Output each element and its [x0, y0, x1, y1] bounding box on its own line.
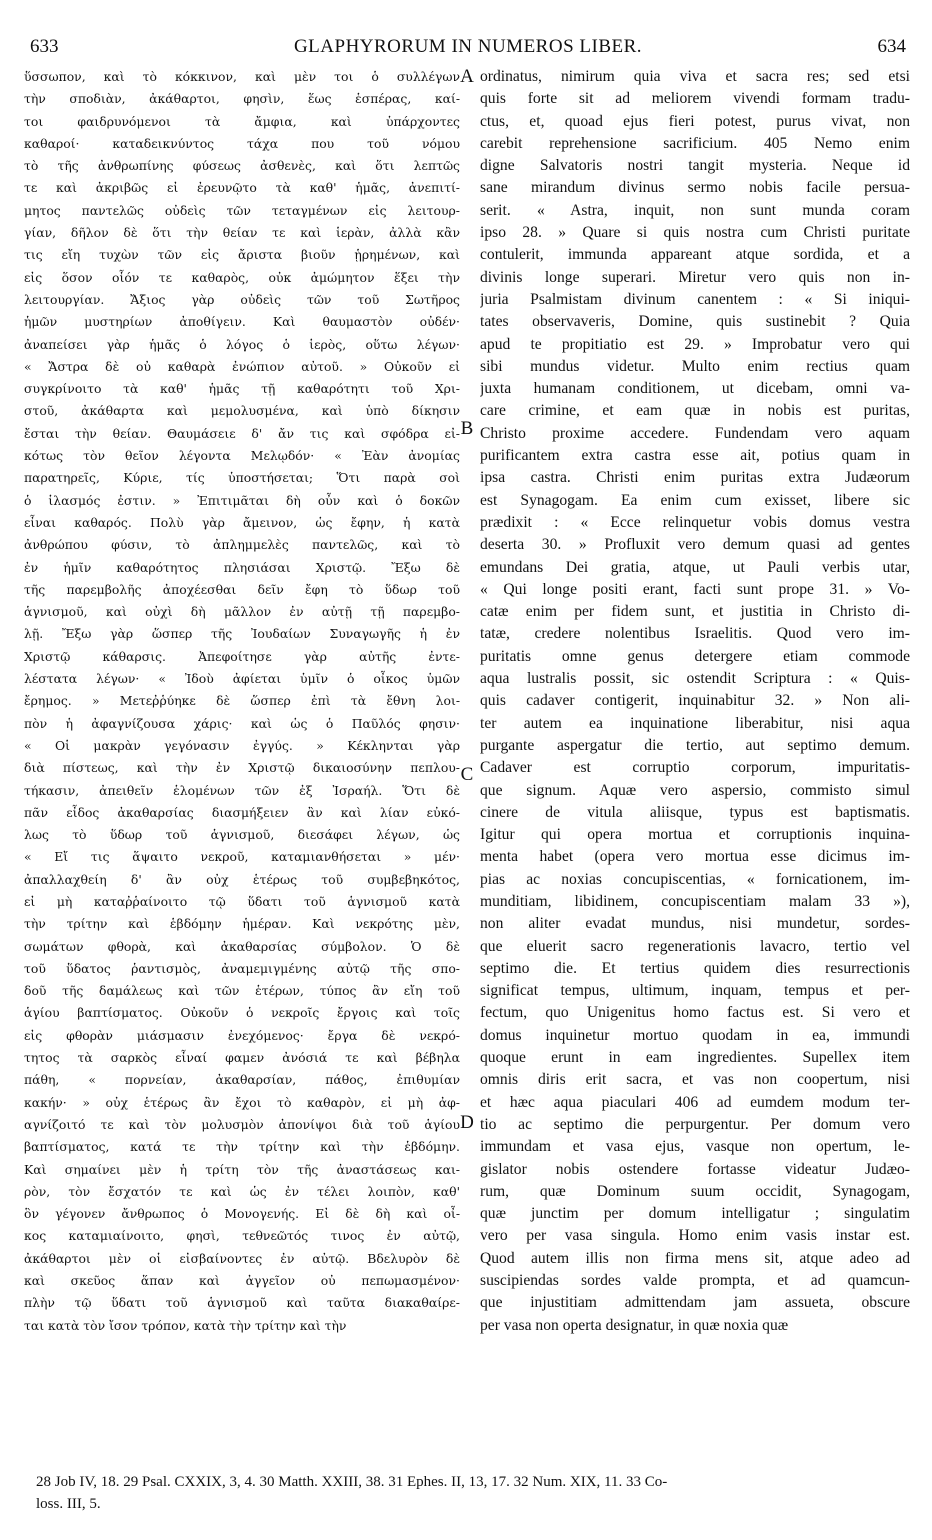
greek-text-line: τητος τὰ σαρκὸς εἶναί φαμεν ἀνόσιά τε καὶ βέβηλα [24, 1050, 460, 1066]
latin-text-line: ipso 28. » Quare si quis nostra cum Christi puritate [480, 224, 910, 242]
margin-marker-d: D [460, 1112, 474, 1133]
latin-text-line: suscipiendas sordes valde prompta, et ad quamcun- [480, 1272, 910, 1290]
greek-text-line: κακήν· » οὐχ ἑτέρως ἂν ἔχοι τὸ καθαρὸν, εἰ μὴ ἀφ- [24, 1094, 460, 1110]
latin-text-line: immundam et vasa ejus, vasque non opertum, le- [480, 1138, 910, 1156]
latin-text-line: est Synagogam. Ea enim cum exisset, libere sic [480, 491, 910, 509]
latin-text-line: ctus, et, quoad ejus fieri potest, purus vivat, non [480, 112, 910, 130]
running-title: GLAPHYRORUM IN NUMEROS LIBER. [293, 36, 643, 57]
greek-text-line: τὸ τῆς ἀνθρωπίνης φύσεως ἀσθενὲς, καὶ ὅτι λεπτῶς [24, 158, 460, 174]
latin-text-line: per vasa non operta designatur, in quæ noxia quæ [480, 1316, 789, 1334]
greek-text-line: πάθη, « πορνείαν, ἀκαθαρσίαν, πάθος, ἐπιθυμίαν [24, 1072, 460, 1088]
latin-text-line: contulerit, immunda appareant atque sordida, et a [480, 246, 910, 264]
latin-text-line: purificantem extra castra esse ait, potius quam in [480, 447, 910, 465]
greek-text-line: ἀναπείσει γὰρ ἡμᾶς ὁ λόγος ὁ ἱερὸς, οὕτω λέγων· [24, 336, 460, 352]
latin-text-line: menta habet (opera vero mortua esse dicimus im- [480, 848, 910, 866]
greek-text-line: ἀπαλλαχθείη δ' ἂν οὐχ ἑτέρως τοῦ συμβεβηκότος, [24, 871, 460, 887]
greek-text-line: ἔρημος. » Μετεῤῥύηκε δὲ ὥσπερ ἐπὶ τὰ ἔθνη λοι- [24, 693, 460, 709]
greek-text-line: λειτουργίαν. Ἄξιος γὰρ οὐδεὶς τῶν τοῦ Σωτῆρος [24, 291, 460, 307]
latin-text-line: quis cadaver contigerit, inquinabitur 32. » Non ali- [480, 692, 910, 710]
latin-text-line: deserta 30. » Profluxit vero demum quasi ad gentes [480, 536, 910, 554]
latin-text-line: cinere de vitula aliisque, typus est baptismatis. [480, 803, 910, 821]
greek-text-line: ἀνθρώπου φύσιν, τὸ ἀπλημμελὲς παντελῶς, καὶ τὸ [24, 537, 460, 553]
greek-text-line: καὶ σκεῦος ἅπαν καὶ ἀγγεῖον οὐ πεπωμασμένον· [24, 1273, 460, 1289]
greek-text-line: στοῦ, ἀκάθαρτα καὶ μεμολυσμένα, καὶ ὑπὸ δίκησιν [24, 403, 460, 419]
greek-text-line: « Εἴ τις ἅψαιτο νεκροῦ, καταμιανθήσεται » μέν· [24, 849, 460, 865]
greek-text-line: αγνίζοιτό τε καὶ τὸν μολυσμὸν ἀπονίψοι διὰ τοῦ ἁγίου [24, 1116, 460, 1132]
latin-text-line: que signum. Aquæ vero aspersio, commisto simul [480, 781, 910, 799]
latin-text-line: emundans Dei gratia, atque, ut Pauli verbis utar, [480, 558, 910, 576]
greek-text-line: μητος παντελῶς οὐδεὶς τῶν τεταγμένων εἰς λειτουρ- [24, 202, 460, 218]
greek-text-line: πᾶν εἶδος ἀκαθαρσίας διασμήξειεν ἂν καὶ λίαν εὐκό- [24, 804, 460, 820]
latin-text-line: gislator nobis ostendere fortasse videatur Judæo- [480, 1160, 910, 1178]
latin-text-line: domus inquinetur mortuo quodam in ea, immundi [480, 1026, 910, 1044]
greek-text-line: « Ἄστρα δὲ οὐ καθαρὰ ἐνώπιον αὐτοῦ. » Οὐκοῦν εἰ [24, 358, 460, 374]
greek-text-line: κος καταμιαίνοιτο, φησὶ, τεθνεῶτός τινος ἐν αὐτῷ, [24, 1228, 460, 1244]
latin-text-line: quæ junctim per domum intelligatur ; singulatim [480, 1205, 910, 1223]
page-number-right: 634 [877, 36, 906, 57]
latin-text-line: vero per vasa singula. Homo enim vasis instar est. [480, 1227, 910, 1245]
greek-text-line: ἁγίου βαπτίσματος. Οὐκοῦν ὁ νεκροῖς ἔργοις καὶ τοῖς [24, 1005, 460, 1021]
greek-text-line: δοῦ τῆς δαμάλεως καὶ τῶν ἑτέρων, τύπος ἂν εἴη τοῦ [24, 983, 460, 999]
latin-text-line: rum, quæ Dominum suum occidit, Synagogam, [480, 1182, 910, 1200]
latin-text-line: puritatis omne genus detergere etiam commode [480, 647, 910, 665]
greek-text-line: τοῦ ὕδατος ῥαντισμὸς, ἀναμεμιγμένης αὐτῷ τῆς σπο- [24, 960, 460, 976]
latin-text-line: serit. « Astra, inquit, non sunt munda coram [480, 201, 910, 219]
greek-text-line: ρὸν, τὸν ἔσχατόν τε καὶ ὡς ἐν τέλει λοιπὸν, καθ' [24, 1183, 460, 1199]
greek-text-line: τε καὶ ἀκριβῶς εἰ ἐρευνῷτο τὰ καθ' ἡμᾶς, ἀνεπιτί- [24, 180, 460, 196]
latin-text-line: quoque erunt in eam ingredientes. Supellex item [480, 1049, 910, 1067]
greek-text-line: γίαν, δῆλον δὲ ὅτι τὴν θείαν τε καὶ ἱερὰν, ἀλλὰ κἂν [24, 225, 460, 241]
greek-text-line: ἁγνισμοῦ, καὶ οὐχὶ δὴ μᾶλλον ἐν αὐτῇ τῇ παρεμβο- [24, 604, 460, 620]
greek-column [24, 66, 460, 1337]
greek-text-line: λῇ. Ἔξω γὰρ ὥσπερ τῆς Ἰουδαίων Συναγωγῆς ἡ ἐν [24, 626, 460, 642]
greek-text-line: πὸν ἡ ἀφαγνίζουσα χάρις· καὶ ὡς ὁ Παῦλός φησιν· [24, 715, 460, 731]
greek-text-line: Καὶ σημαίνει μὲν ἡ τρίτη τὸν τῆς ἀναστάσεως και- [24, 1161, 460, 1177]
greek-text-line: κότως τὸν θεῖον λέγοντα Μελῳδόν· « Ἐὰν ἀνομίας [24, 448, 460, 464]
greek-text-line: συγκρίνοιτο τὰ καθ' ἡμᾶς τῇ καθαρότητι τοῦ Χρι- [24, 381, 460, 397]
greek-text-line: ὕσσωπον, καὶ τὸ κόκκινον, καὶ μὲν τοι ὁ συλλέγων [24, 69, 460, 84]
greek-text-line: τὴν τρίτην καὶ ἑβδόμην ἡμέραν. Καὶ νεκρότης μὲν, [24, 916, 460, 932]
greek-text-line: « Οἱ μακρὰν γεγόνασιν ἐγγύς. » Κέκληνται γὰρ [24, 737, 460, 753]
greek-text-line: τοι φαιδρυνόμενοι τὰ ἄμφια, καὶ ὑπάρχοντες [24, 113, 460, 129]
latin-text-line: tio ac septimo die perpurgentur. Per domum vero [480, 1115, 910, 1133]
greek-text-line: εἰ μὴ καταῤῥαίνοιτο τῷ ὕδατι τοῦ ἁγνισμοῦ κατὰ [24, 893, 460, 909]
latin-text-line: aqua lustralis possit, sic ostendit Scriptura : « Quis- [480, 670, 910, 688]
footnote-line: loss. III, 5. [36, 1496, 101, 1512]
latin-text-line: fectum, quo Unigenitus homo factus est. Si vero et [480, 1004, 910, 1022]
latin-text-line: sibi mundus videtur. Multo enim rectius quam [480, 357, 910, 375]
greek-text-line: λέστατα λέγων· « Ἰδοὺ ἀφίεται ὑμῖν ὁ οἶκος ὑμῶν [24, 671, 460, 687]
margin-marker-c: C [460, 764, 474, 785]
greek-text-line: εἰς ὅσον οἷόν τε καθαρὸς, οὐκ ἀμώμητον ἕξει τὴν [24, 269, 460, 285]
greek-text-line: εἶναι καθαρός. Πολὺ γὰρ ἄμεινον, ὡς ἔφην, ἡ κατὰ [24, 514, 460, 530]
greek-text-line: ὁ ἱλασμός ἐστιν. » Ἐπιτιμᾶται δὴ οὖν καὶ ὁ δοκῶν [24, 492, 460, 508]
greek-text-line: διὰ πίστεως, καὶ τὴν ἐν Χριστῷ δικαιοσύνην πεπλου- [24, 760, 460, 776]
latin-text-line: digne Salvatoris nostri tangit mysteria. Neque id [480, 157, 910, 175]
latin-text-line: quis forte sit ad meliorem vivendi formam tradu- [480, 90, 910, 108]
greek-text-line: ται κατὰ τὸν ἴσον τρόπον, κατὰ τὴν τρίτην καὶ τὴν [24, 1317, 347, 1333]
latin-text-line: ipsa castra. Christi enim puritas extra Judæorum [480, 469, 910, 487]
latin-text-line: « Qui longe positi erant, facti sunt prope 31. » Vo- [480, 580, 910, 598]
latin-text-line: non aliter evadat mundus, nisi mundetur, sordes- [480, 915, 910, 933]
latin-text-line: ordinatus, nimirum quia viva et sacra res; sed etsi [480, 68, 910, 85]
latin-text-line: prædixit : « Ecce relinquetur vobis domus vestra [480, 513, 910, 531]
latin-text-line: care crimine, et eam quæ in nobis est puritas, [480, 402, 910, 420]
latin-text-line: que eluerit sacro regenerationis lavacro, tertio vel [480, 937, 910, 955]
margin-marker-b: B [460, 418, 474, 439]
latin-text-line: pias ac noxias concupiscentias, « fornicationem, im- [480, 870, 910, 888]
greek-text-line: λως τὸ ὕδωρ τοῦ ἁγνισμοῦ, διεσάφει λέγων, ὡς [24, 827, 460, 843]
greek-text-line: σωμάτων φθορὰ, καὶ ἀκαθαρσίας σύμβολον. Ὁ δὲ [24, 938, 460, 954]
latin-text-line: que injustitiam admittendam jam assueta, obscure [480, 1294, 910, 1312]
latin-text-line: ter autem ea inquinatione liberabitur, nisi aqua [480, 714, 910, 732]
greek-text-line: εἰς φθορὰν μιάσμασιν ἐνεχόμενος· ἔργα δὲ νεκρό- [24, 1027, 460, 1043]
latin-text-line: Igitur qui opera mortua et corruptionis inquina- [480, 826, 910, 844]
latin-text-line: tatæ, credere nolentibus Israelitis. Quod vero im- [480, 625, 910, 643]
greek-text-line: καθαροί· καταδεικνύντος τάχα που τοῦ νόμου [24, 135, 460, 151]
latin-text-line: significat tempus, ultimum, inquam, tempus et per- [480, 982, 910, 1000]
greek-text-line: ἡμῶν μυστηρίων ἀποθίγειν. Καὶ θαυμαστὸν οὐδέν· [24, 314, 460, 330]
latin-text-line: Christo proxime accedere. Fundendam vero aquam [480, 424, 910, 442]
latin-text-line: tates observaveris, Domine, quis sustinebit ? Quia [480, 313, 910, 331]
greek-text-line: ἀκάθαρτοι μὲν οἱ εἰσβαίνοντες ἐν αὐτῷ. Βδελυρὸν δὲ [24, 1250, 460, 1266]
latin-text-line: sane mirandum divinus sermo nobis facile persua- [480, 179, 910, 197]
latin-text-line: Quod autem illis non firma mens sit, atque adeo ad [480, 1249, 910, 1267]
latin-text-line: divinis longe superari. Miretur vero quis non in- [480, 268, 910, 286]
greek-text-line: παρατηρεῖς, Κύριε, τίς ὑποστήσεται; Ὅτι παρὰ σοὶ [24, 470, 460, 486]
greek-text-line: τις εἴη τυχὼν τῶν εἰς ἄριστα βιοῦν ᾑρημένων, καὶ [24, 247, 460, 263]
page-number-left: 633 [30, 36, 59, 57]
greek-text-line: Χριστῷ κάθαρσις. Ἀπεφοίτησε γὰρ αὐτῆς ἐντε- [24, 648, 460, 664]
latin-text-line: carebit reprehensione sacrificium. 405 Nemo enim [480, 134, 910, 152]
greek-text-line: ὃν γέγονεν ἄνθρωπος ὁ Μονογενής. Εἰ δὲ δὴ καὶ οἶ- [24, 1206, 460, 1222]
latin-text-line: omnis diris erit sacra, et vas non coopertum, nisi [480, 1071, 910, 1089]
greek-text-line: ἔσται τὴν θείαν. Θαυμάσειε δ' ἄν τις καὶ σφόδρα εἰ- [24, 425, 460, 441]
greek-text-line: ἐν ἡμῖν καθαρότητος πλησιάσαι Χριστῷ. Ἔξω δὲ [24, 559, 460, 575]
greek-text-line: τήκασιν, ἀπειθεῖν ἑλομένων τῶν ἐξ Ἰσραήλ. Ὅτι δὲ [24, 782, 460, 798]
latin-column [480, 66, 910, 1337]
latin-text-line: Cadaver est corruptio corporum, impuritatis- [480, 759, 910, 777]
greek-text-line: τὴν σποδιὰν, ἀκάθαρτοι, φησὶν, ἕως ἑσπέρας, καί- [24, 91, 460, 107]
latin-text-line: purgante aspergatur die tertio, aut septimo demum. [480, 736, 910, 754]
footnote-line: 28 Job IV, 18. 29 Psal. CXXIX, 3, 4. 30 Matth. XXIII, 38. 31 Ephes. II, 13, 17. 32 Num. XIX, 11. 33 Co- [36, 1474, 668, 1490]
latin-text-line: catæ enim per fidem sunt, et justitia in Christo di- [480, 603, 910, 621]
footnotes [36, 1471, 912, 1515]
latin-text-line: munditiam, libidinem, concupiscentiam malam 33 »), [480, 892, 910, 910]
latin-text-line: et hæc aqua piaculari 406 ad eumdem modum ter- [480, 1093, 910, 1111]
greek-text-line: τῆς παρεμβολῆς ἀποχέεσθαι δεῖν ἔφη τὸ ὕδωρ τοῦ [24, 581, 460, 597]
latin-text-line: juria Psalmistam divinum canentem : « Si iniqui- [480, 290, 910, 308]
latin-text-line: septimo die. Et tertius quidem dies resurrectionis [480, 959, 910, 977]
page-header [30, 36, 906, 62]
greek-text-line: πλὴν τῷ ὕδατι τοῦ ἁγνισμοῦ καὶ ταῦτα διακαθαίρε- [24, 1295, 460, 1311]
latin-text-line: juxta humanam conditionem, ut dicebam, omni va- [480, 380, 910, 398]
latin-text-line: apud te propitiatio est 29. » Improbatur vero qui [480, 335, 910, 353]
greek-text-line: βαπτίσματος, κατά τε τὴν τρίτην καὶ τὴν ἑβδόμην. [24, 1139, 460, 1155]
margin-marker-a: A [460, 66, 474, 87]
